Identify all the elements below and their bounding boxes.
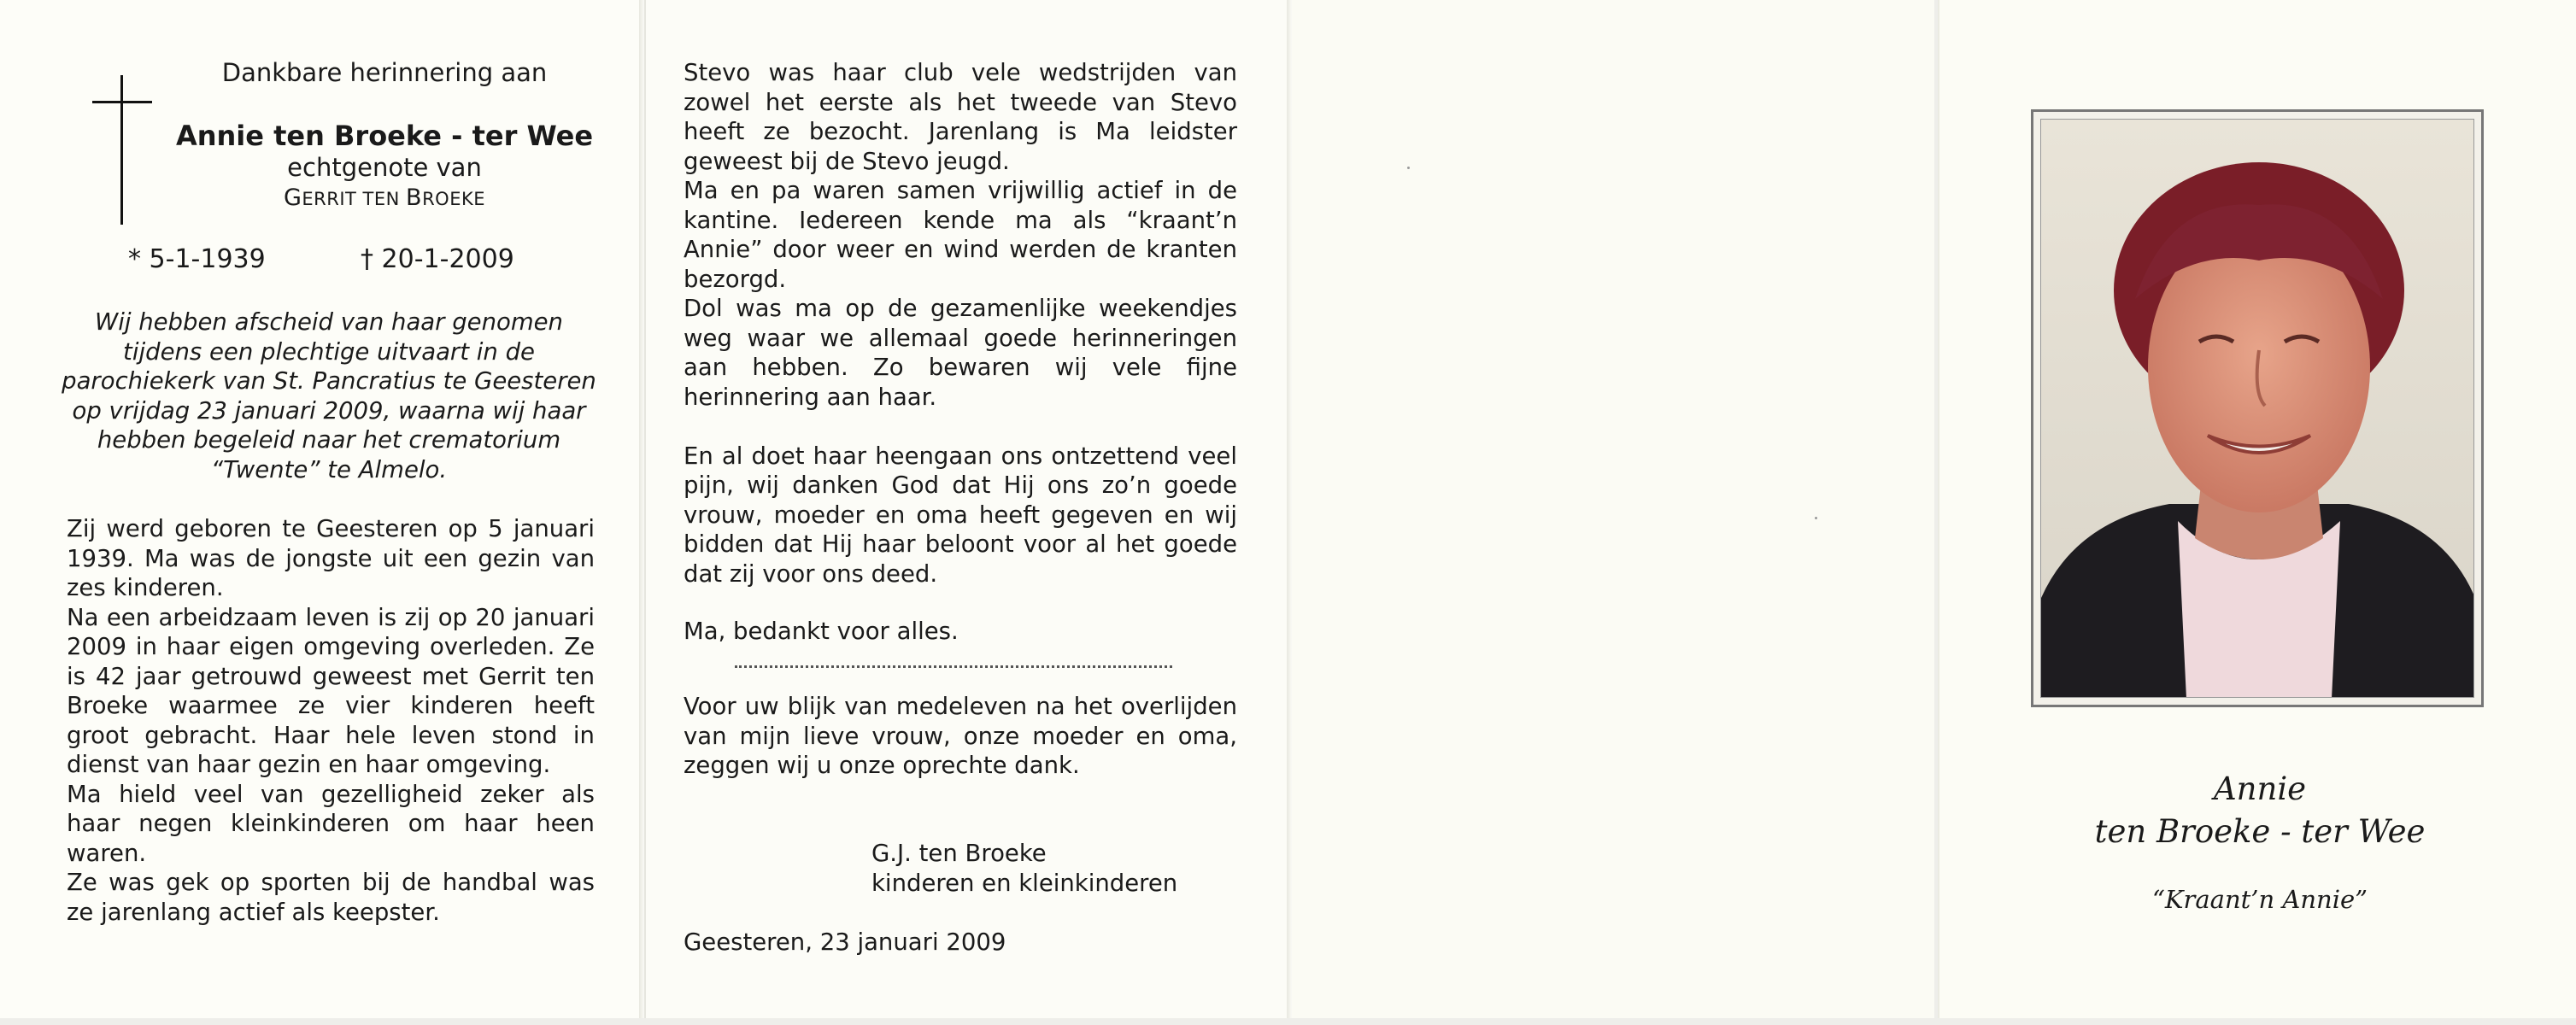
bio-paragraph: Ze was gek op sporten bij de handbal was ze jarenlang actief als keepster. <box>67 869 595 926</box>
story-spacer <box>684 412 1237 442</box>
spouse-intro: echtgenote van <box>287 153 482 182</box>
story-paragraph: Ma en pa waren samen vrijwillig actief in de kantine. Iedereen kende ma als “kraant’n Annie” door weer en wind werden de kranten bezorgd. <box>684 177 1237 293</box>
place-date: Geesteren, 23 januari 2009 <box>684 928 1006 956</box>
service-text: Wij hebben afscheid van haar genomen tijdens een plechtige uitvaart in de parochiekerk van St. Pancratius te Geesteren op vrijdag 23 januari 2009, waarna wij haar hebben begeleid naar het crematorium “Twente” te Almelo. <box>62 308 596 483</box>
husband-name: GERRIT TEN BROEKE <box>283 184 486 211</box>
signature-name: G.J. ten Broeke <box>871 840 1047 867</box>
death-date: † 20-1-2009 <box>361 244 514 274</box>
bio-paragraph: Na een arbeidzaam leven is zij op 20 januari 2009 in haar eigen omgeving overleden. Ze is 42 jaar getrouwd geweest met Gerrit ten Broeke waarmee ze vier kinderen heeft groot gebracht. Haar hele leven stond in dienst van haar gezin en haar omgeving. <box>67 603 595 778</box>
cross-icon-bar <box>92 101 152 103</box>
portrait-photo <box>2040 119 2474 698</box>
bio-paragraph: Zij werd geboren te Geesteren op 5 januari 1939. Ma was de jongste uit een gezin van zes kinderen. <box>67 515 595 601</box>
thanks-text: Voor uw blijk van medeleven na het overlijden van mijn lieve vrouw, onze moeder en oma, zeggen wij u onze oprechte dank. <box>684 693 1237 779</box>
paper-speck <box>1407 167 1410 169</box>
photo-caption-surname: ten Broeke - ter Wee <box>2094 813 2426 850</box>
signature <box>871 839 1177 898</box>
birth-date: * 5-1-1939 <box>128 244 266 274</box>
portrait-frame <box>2031 109 2484 707</box>
story-paragraph: Stevo was haar club vele wedstrijden van zowel het eerste als het tweede van Stevo heeft ze bezocht. Jarenlang is Ma leidster geweest bij de Stevo jeugd. <box>684 59 1237 175</box>
signature-family: kinderen en kleinkinderen <box>871 869 1178 897</box>
closing-line: Ma, bedankt voor alles. <box>684 618 959 645</box>
photo-nickname: “Kraant’n Annie” <box>2152 885 2368 914</box>
photo-caption-first-name: Annie <box>2213 770 2307 807</box>
dotted-divider <box>735 665 1172 668</box>
biography <box>67 514 595 927</box>
paper-speck <box>1815 517 1817 519</box>
card-panel-back <box>1292 0 1934 1018</box>
life-story <box>684 58 1237 589</box>
memorial-heading: Dankbare herinnering aan <box>221 58 548 87</box>
story-paragraph: Dol was ma op de gezamenlijke weekendjes weg waar we allemaal goede herinneringen aan hebben. Zo bewaren wij vele fijne herinnering aan haar. <box>684 295 1237 411</box>
story-paragraph: En al doet haar heengaan ons ontzettend veel pijn, wij danken God dat Hij ons zo’n goede vrouw, moeder en oma heeft gegeven en wij bidden dat Hij haar beloont voor al het goede dat zij voor ons deed. <box>684 442 1237 588</box>
deceased-name: Annie ten Broeke - ter Wee <box>175 120 594 152</box>
cross-icon <box>120 75 123 225</box>
bio-paragraph: Ma hield veel van gezelligheid zeker als haar negen kleinkinderen om haar heen waren. <box>67 780 595 867</box>
